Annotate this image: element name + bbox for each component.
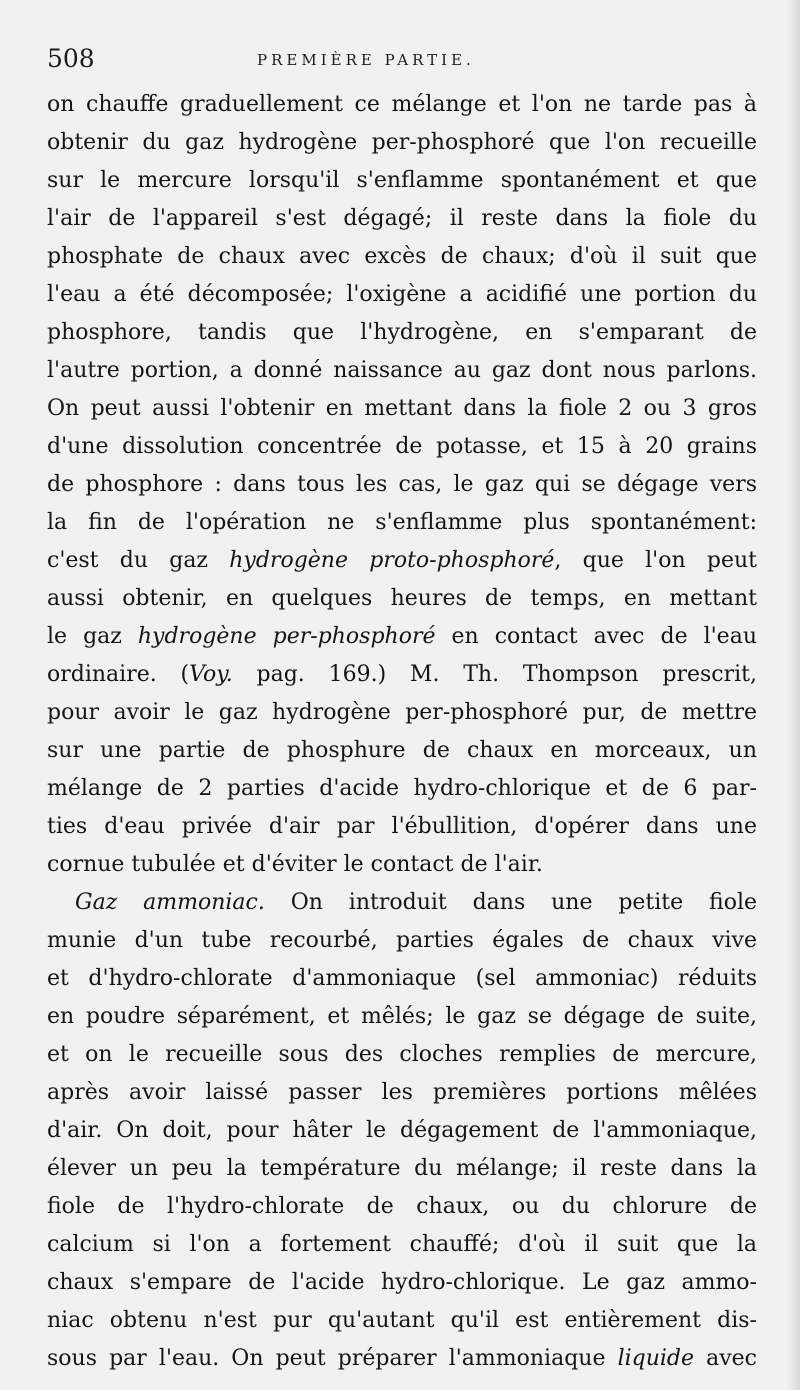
text-line: ties d'eau privée d'air par l'ébullition, d'opérer dans une: [47, 814, 757, 839]
text-line: on chauffe graduellement ce mélange et l'on ne tarde pas à: [47, 92, 757, 117]
text-line: mélange de 2 parties d'acide hydro-chlorique et de 6 par-: [47, 776, 757, 801]
text-line: la fin de l'opération ne s'enflamme plus spontanément:: [47, 510, 757, 535]
text-line: On peut aussi l'obtenir en mettant dans la fiole 2 ou 3 gros: [47, 396, 757, 421]
text-line: c'est du gaz hydrogène proto-phosphoré, que l'on peut: [47, 548, 757, 573]
text-line: ordinaire. (Voy. pag. 169.) M. Th. Thompson prescrit,: [47, 662, 757, 687]
page-header: [47, 44, 757, 80]
text-line: l'autre portion, a donné naissance au gaz dont nous parlons.: [47, 358, 757, 383]
text-line: Gaz ammoniac. On introduit dans une petite fiole: [75, 890, 757, 915]
text-line: après avoir laissé passer les premières portions mêlées: [47, 1080, 757, 1105]
text-line: phosphate de chaux avec excès de chaux; d'où il suit que: [47, 244, 757, 269]
text-line: le gaz hydrogène per-phosphoré en contact avec de l'eau: [47, 624, 757, 649]
text-line: phosphore, tandis que l'hydrogène, en s'emparant de: [47, 320, 757, 345]
text-line: aussi obtenir, en quelques heures de temps, en mettant: [47, 586, 757, 611]
text-line: cornue tubulée et d'éviter le contact de l'air.: [47, 852, 543, 877]
text-line: d'air. On doit, pour hâter le dégagement de l'ammoniaque,: [47, 1118, 757, 1143]
italic-phrase: liquide: [617, 1346, 695, 1371]
text-line: et d'hydro-chlorate d'ammoniaque (sel ammoniac) réduits: [47, 966, 757, 991]
text-line: sur le mercure lorsqu'il s'enflamme spontanément et que: [47, 168, 757, 193]
text-line: fiole de l'hydro-chlorate de chaux, ou du chlorure de: [47, 1194, 757, 1219]
text-line: d'une dissolution concentrée de potasse, et 15 à 20 grains: [47, 434, 757, 459]
running-head: PREMIÈRE PARTIE.: [257, 51, 475, 69]
page-edge-shadow: [786, 0, 800, 1390]
text-line: l'air de l'appareil s'est dégagé; il reste dans la fiole du: [47, 206, 757, 231]
italic-phrase: hydrogène per-phosphoré: [137, 624, 436, 649]
text-line: de phosphore : dans tous les cas, le gaz qui se dégage vers: [47, 472, 757, 497]
text-line: sur une partie de phosphure de chaux en morceaux, un: [47, 738, 757, 763]
text-line: obtenir du gaz hydrogène per-phosphoré que l'on recueille: [47, 130, 757, 155]
text-line: niac obtenu n'est pur qu'autant qu'il est entièrement dis-: [47, 1308, 757, 1333]
italic-phrase: hydrogène proto-phosphoré: [229, 548, 555, 573]
italic-phrase: Gaz ammoniac.: [75, 890, 265, 915]
text-line: calcium si l'on a fortement chauffé; d'où il suit que la: [47, 1232, 757, 1257]
text-line: l'eau a été décomposée; l'oxigène a acidifié une portion du: [47, 282, 757, 307]
text-line: en poudre séparément, et mêlés; le gaz se dégage de suite,: [47, 1004, 757, 1029]
text-line: sous par l'eau. On peut préparer l'ammoniaque liquide avec: [47, 1346, 757, 1371]
text-line: et on le recueille sous des cloches remplies de mercure,: [47, 1042, 757, 1067]
page-number: 508: [47, 44, 95, 73]
text-line: élever un peu la température du mélange; il reste dans la: [47, 1156, 757, 1181]
italic-phrase: Voy.: [189, 662, 233, 687]
text-line: munie d'un tube recourbé, parties égales de chaux vive: [47, 928, 757, 953]
text-line: chaux s'empare de l'acide hydro-chlorique. Le gaz ammo-: [47, 1270, 757, 1295]
text-line: pour avoir le gaz hydrogène per-phosphoré pur, de mettre: [47, 700, 757, 725]
body-text: [47, 86, 757, 1378]
